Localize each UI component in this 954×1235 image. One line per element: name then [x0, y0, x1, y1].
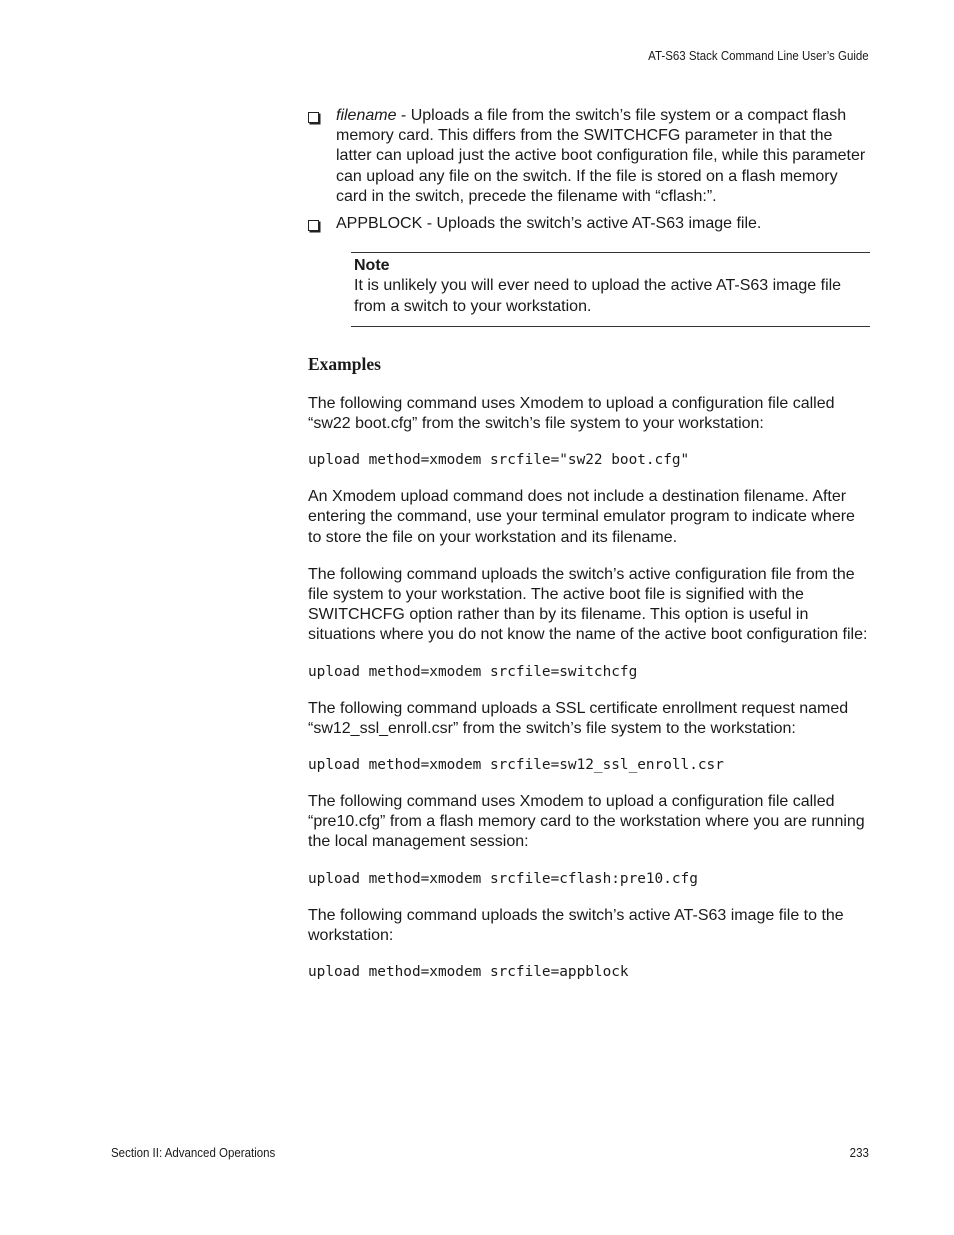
note-box — [351, 252, 870, 327]
paragraph: The following command uploads a SSL certificate enrollment request named “sw12_ssl_enroll.csr” from the switch’s file system to the workstation: — [308, 699, 849, 737]
bullet-text: - Uploads a file from the switch’s file system or a compact flash memory card. This differs from the SWITCHCFG parameter in that the latter can upload just the active boot configuration file, while this parameter can upload any file on the switch. If the file is stored on a flash memory card in the switch, precede the filename with “cflash:”. — [336, 107, 866, 205]
bullet-text: APPBLOCK - Uploads the switch’s active AT-S63 image file. — [336, 215, 762, 233]
paragraph: The following command uploads the switch’s active configuration file from the file system to your workstation. The active boot file is signified with the SWITCHCFG option rather than by its filename. This option is useful in situations where you do not know the name of the active boot configuration file: — [308, 565, 868, 644]
paragraph: The following command uploads the switch’s active AT-S63 image file to the workstation: — [308, 906, 844, 944]
code-example: upload method=xmodem srcfile=cflash:pre10.cfg — [308, 870, 698, 887]
checkbox-bullet-icon — [308, 112, 319, 123]
bullet-term: filename — [336, 107, 397, 124]
note-text: It is unlikely you will ever need to upload the active AT-S63 image file from a switch to your workstation. — [354, 277, 842, 315]
code-example: upload method=xmodem srcfile=sw12_ssl_enroll.csr — [308, 757, 724, 774]
bullet-appblock — [308, 214, 870, 234]
bullet-filename — [308, 106, 870, 207]
page-content — [308, 106, 870, 999]
paragraph: The following command uses Xmodem to upload a configuration file called “pre10.cfg” from a flash memory card to the workstation where you are running the local management session: — [308, 793, 865, 851]
code-example: upload method=xmodem srcfile=appblock — [308, 964, 629, 981]
footer-section: Section II: Advanced Operations — [111, 1146, 276, 1160]
paragraph: The following command uses Xmodem to upload a configuration file called “sw22 boot.cfg” from the switch’s file system to your workstation: — [308, 394, 835, 433]
code-example: upload method=xmodem srcfile=switchcfg — [308, 663, 638, 680]
paragraph: An Xmodem upload command does not include a destination filename. After entering the command, use your terminal emulator program to indicate where to store the file on your workstation and its filename. — [308, 488, 855, 546]
running-header: AT-S63 Stack Command Line User’s Guide — [648, 49, 869, 63]
checkbox-bullet-icon — [308, 220, 319, 231]
page-number: 233 — [849, 1146, 869, 1160]
code-example: upload method=xmodem srcfile="sw22 boot.cfg" — [308, 452, 690, 469]
note-title: Note — [354, 257, 390, 275]
examples-heading: Examples — [308, 353, 381, 374]
